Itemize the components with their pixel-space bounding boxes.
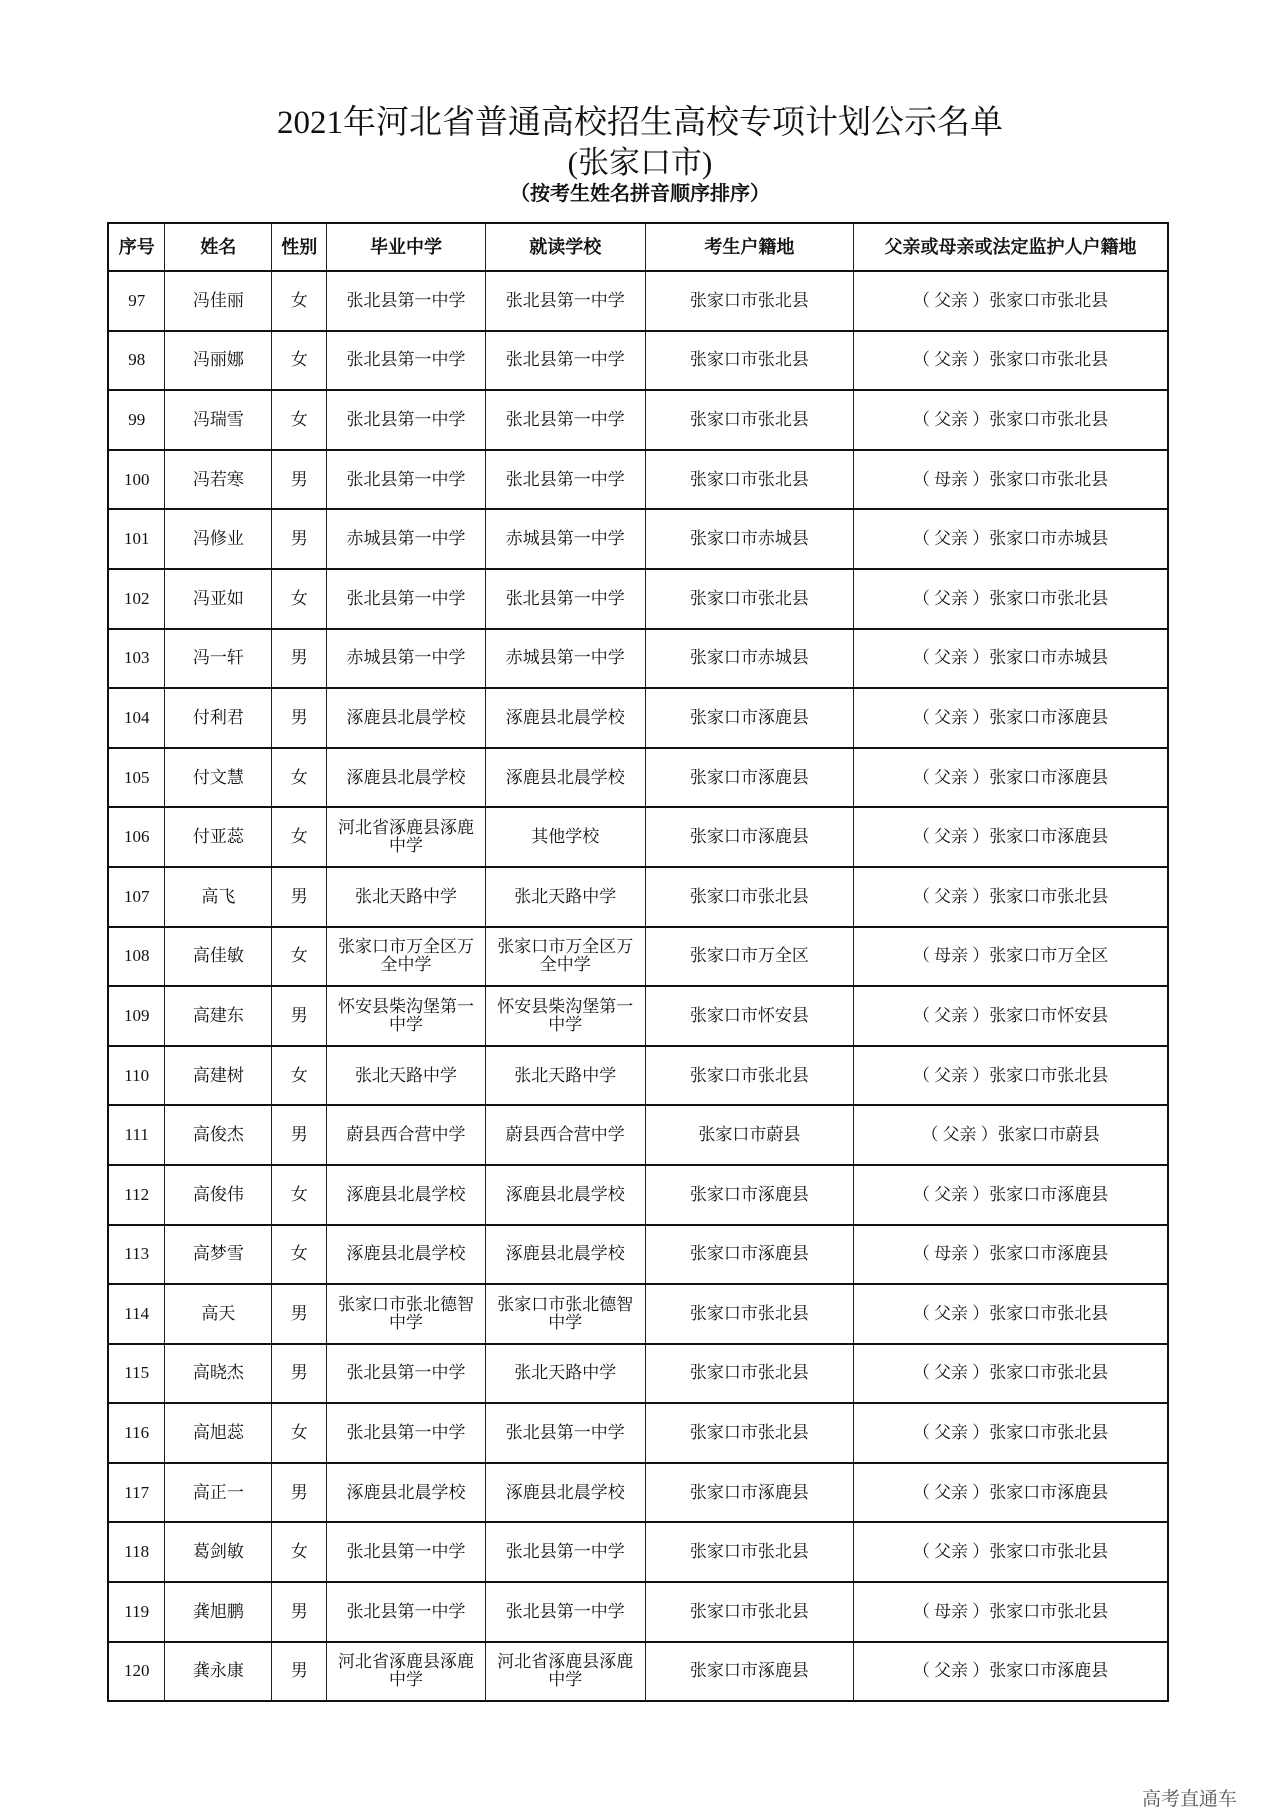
cell-name: 冯一轩 [165, 629, 272, 689]
cell-gender: 女 [272, 271, 327, 331]
cell-current-school: 蔚县西合营中学 [485, 1105, 645, 1165]
cell-gender: 男 [272, 986, 327, 1046]
cell-candidate-domicile: 张家口市张北县 [645, 1284, 854, 1344]
cell-candidate-domicile: 张家口市赤城县 [645, 509, 854, 569]
table-row [108, 1463, 1168, 1523]
cell-candidate-domicile: 张家口市涿鹿县 [645, 1165, 854, 1225]
table-row [108, 509, 1168, 569]
cell-guardian-domicile: （ 父亲 ）张家口市怀安县 [854, 986, 1168, 1046]
cell-graduated-school: 张北天路中学 [327, 867, 486, 927]
cell-candidate-domicile: 张家口市涿鹿县 [645, 688, 854, 748]
cell-gender: 女 [272, 807, 327, 867]
cell-index: 114 [108, 1284, 165, 1344]
cell-index: 102 [108, 569, 165, 629]
cell-candidate-domicile: 张家口市涿鹿县 [645, 807, 854, 867]
cell-graduated-school: 张北县第一中学 [327, 390, 486, 450]
header-graduated-school: 毕业中学 [327, 223, 486, 271]
cell-guardian-domicile: （ 母亲 ）张家口市涿鹿县 [854, 1225, 1168, 1285]
cell-name: 付文慧 [165, 748, 272, 808]
cell-current-school: 张北县第一中学 [485, 271, 645, 331]
cell-current-school: 张北县第一中学 [485, 569, 645, 629]
cell-index: 112 [108, 1165, 165, 1225]
table-row [108, 1046, 1168, 1106]
table-row [108, 1522, 1168, 1582]
cell-name: 龚永康 [165, 1642, 272, 1702]
cell-guardian-domicile: （ 父亲 ）张家口市张北县 [854, 390, 1168, 450]
cell-graduated-school: 涿鹿县北晨学校 [327, 688, 486, 748]
cell-guardian-domicile: （ 父亲 ）张家口市张北县 [854, 569, 1168, 629]
table-row [108, 927, 1168, 987]
table-row [108, 1642, 1168, 1702]
table-row [108, 271, 1168, 331]
cell-current-school: 怀安县柴沟堡第一中学 [485, 986, 645, 1046]
table-row [108, 748, 1168, 808]
cell-gender: 女 [272, 331, 327, 391]
table-row [108, 569, 1168, 629]
cell-gender: 女 [272, 1225, 327, 1285]
cell-gender: 女 [272, 1403, 327, 1463]
cell-candidate-domicile: 张家口市张北县 [645, 1344, 854, 1404]
cell-index: 116 [108, 1403, 165, 1463]
header-current-school: 就读学校 [485, 223, 645, 271]
cell-gender: 男 [272, 1642, 327, 1702]
cell-graduated-school: 赤城县第一中学 [327, 629, 486, 689]
cell-candidate-domicile: 张家口市涿鹿县 [645, 748, 854, 808]
cell-name: 高旭蕊 [165, 1403, 272, 1463]
cell-index: 118 [108, 1522, 165, 1582]
cell-current-school: 张北县第一中学 [485, 1522, 645, 1582]
cell-current-school: 张北县第一中学 [485, 390, 645, 450]
table-row [108, 986, 1168, 1046]
header-gender: 性别 [272, 223, 327, 271]
cell-current-school: 涿鹿县北晨学校 [485, 1225, 645, 1285]
table-row [108, 1284, 1168, 1344]
cell-candidate-domicile: 张家口市张北县 [645, 450, 854, 510]
cell-graduated-school: 张北县第一中学 [327, 1403, 486, 1463]
cell-current-school: 赤城县第一中学 [485, 509, 645, 569]
cell-graduated-school: 张北县第一中学 [327, 569, 486, 629]
cell-gender: 男 [272, 1105, 327, 1165]
cell-name: 高建东 [165, 986, 272, 1046]
cell-name: 冯修业 [165, 509, 272, 569]
cell-current-school: 张北县第一中学 [485, 1403, 645, 1463]
cell-candidate-domicile: 张家口市张北县 [645, 867, 854, 927]
cell-guardian-domicile: （ 父亲 ）张家口市赤城县 [854, 629, 1168, 689]
cell-guardian-domicile: （ 父亲 ）张家口市涿鹿县 [854, 688, 1168, 748]
cell-index: 111 [108, 1105, 165, 1165]
cell-index: 110 [108, 1046, 165, 1106]
table-row [108, 1582, 1168, 1642]
cell-graduated-school: 河北省涿鹿县涿鹿中学 [327, 807, 486, 867]
cell-graduated-school: 张北县第一中学 [327, 271, 486, 331]
cell-name: 高建树 [165, 1046, 272, 1106]
cell-candidate-domicile: 张家口市张北县 [645, 1046, 854, 1106]
document-title: 2021年河北省普通高校招生高校专项计划公示名单 [277, 105, 1003, 141]
cell-current-school: 赤城县第一中学 [485, 629, 645, 689]
cell-graduated-school: 张北县第一中学 [327, 1582, 486, 1642]
cell-graduated-school: 张北县第一中学 [327, 450, 486, 510]
cell-current-school: 其他学校 [485, 807, 645, 867]
cell-current-school: 张北天路中学 [485, 1046, 645, 1106]
table-row [108, 1105, 1168, 1165]
cell-guardian-domicile: （ 父亲 ）张家口市张北县 [854, 271, 1168, 331]
cell-candidate-domicile: 张家口市张北县 [645, 331, 854, 391]
cell-gender: 女 [272, 569, 327, 629]
cell-gender: 女 [272, 927, 327, 987]
cell-guardian-domicile: （ 父亲 ）张家口市张北县 [854, 1344, 1168, 1404]
cell-gender: 男 [272, 450, 327, 510]
document-subtitle: (张家口市) [567, 145, 713, 180]
cell-index: 120 [108, 1642, 165, 1702]
cell-graduated-school: 张北县第一中学 [327, 331, 486, 391]
cell-graduated-school: 赤城县第一中学 [327, 509, 486, 569]
cell-guardian-domicile: （ 父亲 ）张家口市涿鹿县 [854, 748, 1168, 808]
cell-candidate-domicile: 张家口市涿鹿县 [645, 1642, 854, 1702]
cell-name: 高梦雪 [165, 1225, 272, 1285]
cell-name: 高正一 [165, 1463, 272, 1523]
cell-gender: 女 [272, 1522, 327, 1582]
cell-name: 付利君 [165, 688, 272, 748]
table-row [108, 688, 1168, 748]
header-guardian-domicile: 父亲或母亲或法定监护人户籍地 [854, 223, 1168, 271]
sort-note: （按考生姓名拼音顺序排序） [510, 183, 770, 205]
cell-index: 103 [108, 629, 165, 689]
cell-graduated-school: 怀安县柴沟堡第一中学 [327, 986, 486, 1046]
table-row [108, 450, 1168, 510]
cell-name: 葛剑敏 [165, 1522, 272, 1582]
cell-name: 高俊杰 [165, 1105, 272, 1165]
cell-current-school: 张北天路中学 [485, 1344, 645, 1404]
cell-name: 龚旭鹏 [165, 1582, 272, 1642]
cell-name: 付亚蕊 [165, 807, 272, 867]
cell-candidate-domicile: 张家口市怀安县 [645, 986, 854, 1046]
cell-candidate-domicile: 张家口市张北县 [645, 1522, 854, 1582]
watermark: 高考直通车 [1142, 1788, 1238, 1810]
cell-candidate-domicile: 张家口市张北县 [645, 271, 854, 331]
cell-name: 高飞 [165, 867, 272, 927]
cell-index: 115 [108, 1344, 165, 1404]
cell-guardian-domicile: （ 父亲 ）张家口市张北县 [854, 1046, 1168, 1106]
cell-graduated-school: 涿鹿县北晨学校 [327, 1225, 486, 1285]
cell-index: 98 [108, 331, 165, 391]
cell-current-school: 涿鹿县北晨学校 [485, 1463, 645, 1523]
table-header-row [108, 223, 1168, 271]
cell-graduated-school: 涿鹿县北晨学校 [327, 1463, 486, 1523]
cell-current-school: 张北县第一中学 [485, 331, 645, 391]
cell-graduated-school: 张家口市万全区万全中学 [327, 927, 486, 987]
cell-name: 冯佳丽 [165, 271, 272, 331]
table-row [108, 629, 1168, 689]
cell-gender: 男 [272, 509, 327, 569]
cell-guardian-domicile: （ 父亲 ）张家口市张北县 [854, 1403, 1168, 1463]
cell-current-school: 涿鹿县北晨学校 [485, 1165, 645, 1225]
cell-gender: 男 [272, 1582, 327, 1642]
cell-index: 105 [108, 748, 165, 808]
cell-candidate-domicile: 张家口市赤城县 [645, 629, 854, 689]
cell-guardian-domicile: （ 父亲 ）张家口市涿鹿县 [854, 1165, 1168, 1225]
cell-gender: 男 [272, 629, 327, 689]
cell-guardian-domicile: （ 父亲 ）张家口市涿鹿县 [854, 807, 1168, 867]
cell-graduated-school: 涿鹿县北晨学校 [327, 1165, 486, 1225]
cell-guardian-domicile: （ 父亲 ）张家口市张北县 [854, 867, 1168, 927]
cell-name: 冯瑞雪 [165, 390, 272, 450]
cell-guardian-domicile: （ 父亲 ）张家口市张北县 [854, 1284, 1168, 1344]
header-index: 序号 [108, 223, 165, 271]
cell-graduated-school: 蔚县西合营中学 [327, 1105, 486, 1165]
cell-graduated-school: 涿鹿县北晨学校 [327, 748, 486, 808]
cell-name: 冯亚如 [165, 569, 272, 629]
cell-current-school: 张北县第一中学 [485, 450, 645, 510]
table-row [108, 1165, 1168, 1225]
cell-current-school: 张家口市万全区万全中学 [485, 927, 645, 987]
cell-candidate-domicile: 张家口市张北县 [645, 1403, 854, 1463]
cell-guardian-domicile: （ 母亲 ）张家口市张北县 [854, 450, 1168, 510]
cell-graduated-school: 河北省涿鹿县涿鹿中学 [327, 1642, 486, 1702]
cell-guardian-domicile: （ 父亲 ）张家口市蔚县 [854, 1105, 1168, 1165]
cell-gender: 男 [272, 1284, 327, 1344]
cell-guardian-domicile: （ 母亲 ）张家口市张北县 [854, 1582, 1168, 1642]
cell-graduated-school: 张北县第一中学 [327, 1344, 486, 1404]
cell-index: 101 [108, 509, 165, 569]
cell-gender: 女 [272, 1165, 327, 1225]
cell-name: 冯丽娜 [165, 331, 272, 391]
cell-candidate-domicile: 张家口市万全区 [645, 927, 854, 987]
cell-candidate-domicile: 张家口市张北县 [645, 390, 854, 450]
cell-gender: 男 [272, 688, 327, 748]
table-row [108, 331, 1168, 391]
header-name: 姓名 [165, 223, 272, 271]
cell-index: 108 [108, 927, 165, 987]
cell-current-school: 河北省涿鹿县涿鹿中学 [485, 1642, 645, 1702]
cell-index: 107 [108, 867, 165, 927]
cell-current-school: 涿鹿县北晨学校 [485, 748, 645, 808]
cell-guardian-domicile: （ 父亲 ）张家口市赤城县 [854, 509, 1168, 569]
cell-graduated-school: 张北县第一中学 [327, 1522, 486, 1582]
cell-name: 高晓杰 [165, 1344, 272, 1404]
cell-graduated-school: 张家口市张北德智中学 [327, 1284, 486, 1344]
cell-gender: 女 [272, 1046, 327, 1106]
cell-candidate-domicile: 张家口市涿鹿县 [645, 1225, 854, 1285]
cell-guardian-domicile: （ 母亲 ）张家口市万全区 [854, 927, 1168, 987]
table-row [108, 1225, 1168, 1285]
cell-index: 104 [108, 688, 165, 748]
cell-name: 高天 [165, 1284, 272, 1344]
cell-candidate-domicile: 张家口市涿鹿县 [645, 1463, 854, 1523]
cell-name: 高佳敏 [165, 927, 272, 987]
cell-guardian-domicile: （ 父亲 ）张家口市涿鹿县 [854, 1463, 1168, 1523]
cell-guardian-domicile: （ 父亲 ）张家口市张北县 [854, 1522, 1168, 1582]
cell-index: 100 [108, 450, 165, 510]
cell-gender: 男 [272, 867, 327, 927]
cell-name: 高俊伟 [165, 1165, 272, 1225]
cell-index: 99 [108, 390, 165, 450]
cell-current-school: 涿鹿县北晨学校 [485, 688, 645, 748]
cell-index: 113 [108, 1225, 165, 1285]
cell-candidate-domicile: 张家口市蔚县 [645, 1105, 854, 1165]
cell-gender: 男 [272, 1463, 327, 1523]
header-candidate-domicile: 考生户籍地 [645, 223, 854, 271]
cell-name: 冯若寒 [165, 450, 272, 510]
cell-index: 97 [108, 271, 165, 331]
cell-candidate-domicile: 张家口市张北县 [645, 569, 854, 629]
cell-index: 106 [108, 807, 165, 867]
cell-gender: 男 [272, 1344, 327, 1404]
cell-index: 109 [108, 986, 165, 1046]
cell-candidate-domicile: 张家口市张北县 [645, 1582, 854, 1642]
cell-gender: 女 [272, 748, 327, 808]
cell-index: 119 [108, 1582, 165, 1642]
table-row [108, 1403, 1168, 1463]
cell-index: 117 [108, 1463, 165, 1523]
cell-current-school: 张北天路中学 [485, 867, 645, 927]
table-row [108, 807, 1168, 867]
table-row [108, 390, 1168, 450]
cell-guardian-domicile: （ 父亲 ）张家口市涿鹿县 [854, 1642, 1168, 1702]
cell-current-school: 张家口市张北德智中学 [485, 1284, 645, 1344]
cell-guardian-domicile: （ 父亲 ）张家口市张北县 [854, 331, 1168, 391]
table-row [108, 1344, 1168, 1404]
cell-current-school: 张北县第一中学 [485, 1582, 645, 1642]
candidate-table [107, 222, 1169, 1702]
table-row [108, 867, 1168, 927]
cell-gender: 女 [272, 390, 327, 450]
cell-graduated-school: 张北天路中学 [327, 1046, 486, 1106]
